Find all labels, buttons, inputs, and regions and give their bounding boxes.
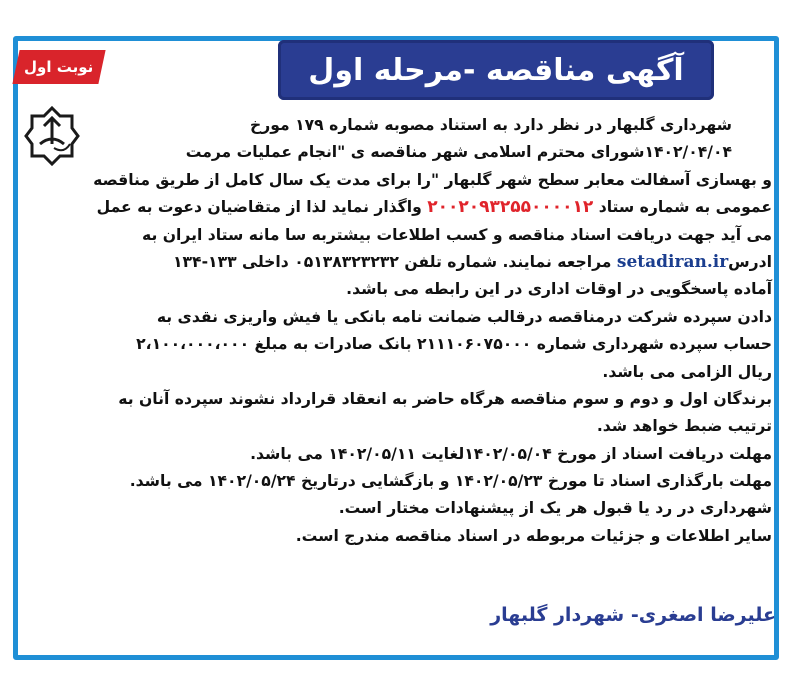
body-text: واگذار نماید لذا از متقاضیان دعوت به عمل [96,198,422,217]
ad-body [24,112,772,550]
body-line: برندگان اول و دوم و سوم مناقصه هرگاه حاضر به انعقاد قرارداد نشوند سپرده آنان به [118,389,772,408]
body-line: دادن سپرده شرکت درمناقصه درقالب ضمانت نامه بانکی یا فیش واریزی نقدی به [156,307,772,326]
body-line: سایر اطلاعات و جزئیات مربوطه در اسناد مناقصه مندرج است. [295,526,772,545]
body-line [24,249,772,276]
body-line: مهلت بارگذاری اسناد تا مورخ ۱۴۰۲/۰۵/۲۳ و بازگشایی درتاریخ ۱۴۰۲/۰۵/۲۴ می باشد. [129,472,772,491]
body-line: آماده پاسخگویی در اوقات اداری در این رابطه می باشد. [346,280,772,299]
body-line: ۱۴۰۲/۰۴/۰۴شورای محترم اسلامی شهر مناقصه ی "انجام عملیات مرمت [185,143,732,162]
body-line: می آید جهت دریافت اسناد مناقصه و کسب اطلاعات بیشتربه سا مانه ستاد ایران به [142,225,772,244]
tender-number: ۲۰۰۲۰۹۳۲۵۵۰۰۰۰۱۲ [427,197,594,218]
page-title: آگهی مناقصه -مرحله اول [308,52,684,88]
body-line: ریال الزامی می باشد. [602,362,772,381]
signature: علیرضا اصغری- شهردار گلبهار [490,604,776,626]
title-banner [278,40,714,100]
body-line: شهرداری در رد یا قبول هر یک از پیشنهادات مختار است. [338,499,772,518]
body-text: ادرس [728,252,772,271]
body-line: حساب سپرده شهرداری شماره ۲۱۱۱۰۶۰۷۵۰۰۰ بانک صادرات به مبلغ ۲،۱۰۰،۰۰۰،۰۰۰ [136,335,772,354]
body-line: مهلت دریافت اسناد از مورخ ۱۴۰۲/۰۵/۰۴لغایت ۱۴۰۲/۰۵/۱۱ می باشد. [250,444,772,463]
body-text: مراجعه نمایند. شماره تلفن ۰۵۱۳۸۳۲۳۲۳۲ داخلی ۱۳۳-۱۳۴ [173,252,612,271]
round-badge-label: نوبت اول [24,58,94,76]
body-line: ترتیب ضبط خواهد شد. [596,417,772,436]
body-line: و بهسازی آسفالت معابر سطح شهر گلبهار "را برای مدت یک سال کامل از طریق مناقصه [93,170,772,189]
body-text: عمومی به شماره ستاد [598,198,772,217]
body-line: شهرداری گلبهار در نظر دارد به استناد مصوبه شماره ۱۷۹ مورخ [250,116,732,134]
body-line [24,194,772,221]
round-badge [12,50,105,84]
website-link[interactable]: setadiran.ir [616,251,729,272]
